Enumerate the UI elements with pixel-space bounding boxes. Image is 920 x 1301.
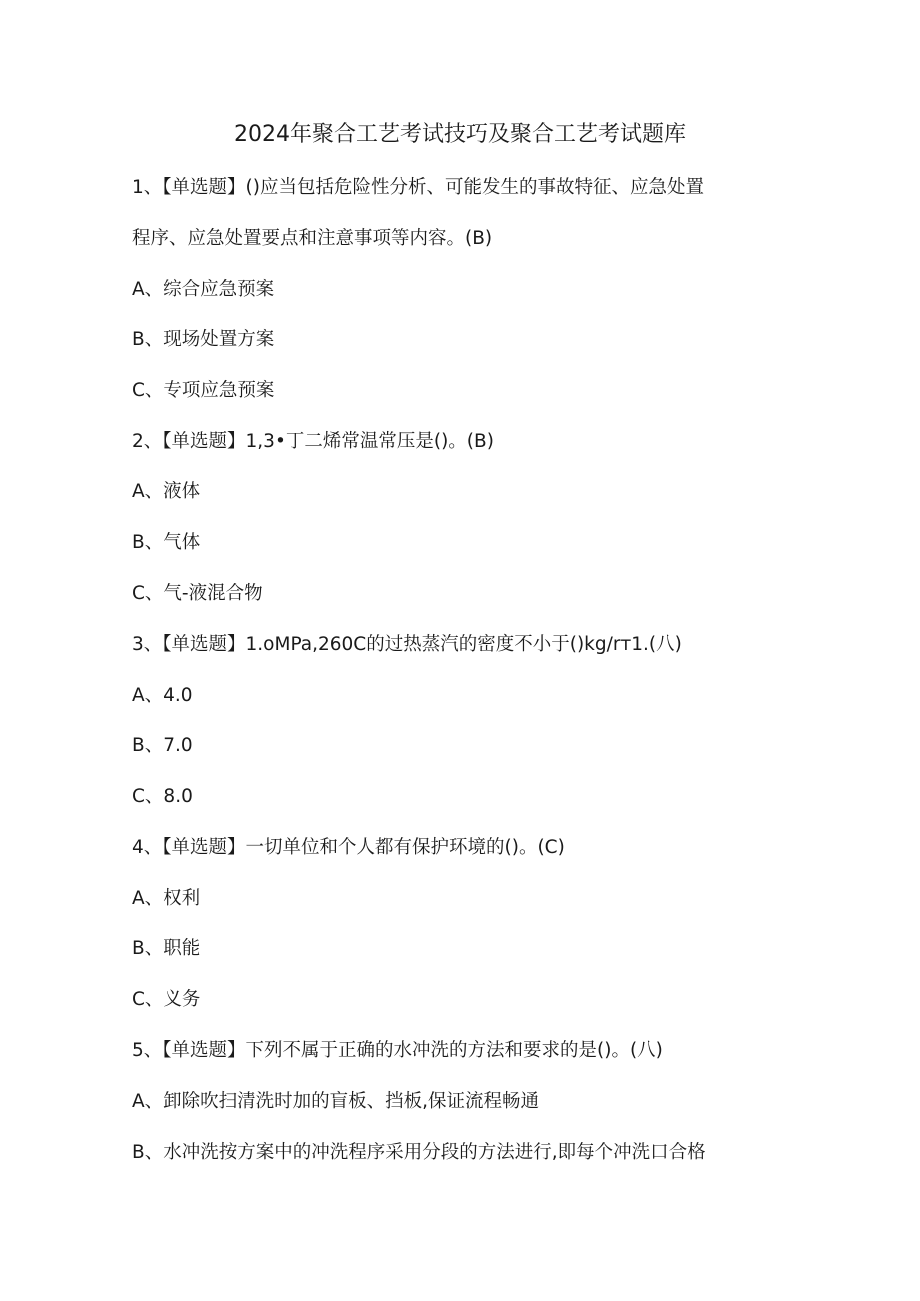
question-2-option-c: C、气-液混合物 <box>132 583 263 604</box>
question-3-option-b: B、7.0 <box>132 735 193 756</box>
question-4-stem: 4、【单选题】一切单位和个人都有保护环境的()。(C) <box>132 837 565 858</box>
question-5-option-b: B、水冲洗按方案中的冲洗程序采用分段的方法进行,即每个冲洗口合格 <box>132 1142 706 1163</box>
question-5-option-a: A、卸除吹扫清洗时加的盲板、挡板,保证流程畅通 <box>132 1091 540 1112</box>
question-4-option-c: C、义务 <box>132 989 201 1010</box>
page-title: 2024年聚合工艺考试技巧及聚合工艺考试题库 <box>234 122 686 147</box>
question-5-stem: 5、【单选题】下列不属于正确的水冲洗的方法和要求的是()。(八) <box>132 1040 663 1061</box>
question-2-option-a: A、液体 <box>132 481 201 502</box>
question-3-option-c: C、8.0 <box>132 786 193 807</box>
question-1-stem: 1、【单选题】()应当包括危险性分析、可能发生的事故特征、应急处置 <box>132 177 704 198</box>
question-3-stem: 3、【单选题】1.oMPa,260C的过热蒸汽的密度不小于()kg∕rт1.(八) <box>132 634 682 655</box>
question-1-stem-cont: 程序、应急处置要点和注意事项等内容。(B) <box>132 228 493 249</box>
question-3-option-a: A、4.0 <box>132 685 193 706</box>
question-4-option-b: B、职能 <box>132 938 201 959</box>
question-2-stem: 2、【单选题】1,3•丁二烯常温常压是()。(B) <box>132 431 494 452</box>
question-4-option-a: A、权利 <box>132 888 201 909</box>
question-1-option-b: B、现场处置方案 <box>132 329 275 350</box>
question-1-option-a: A、综合应急预案 <box>132 279 275 300</box>
question-1-option-c: C、专项应急预案 <box>132 380 275 401</box>
question-2-option-b: B、气体 <box>132 532 201 553</box>
